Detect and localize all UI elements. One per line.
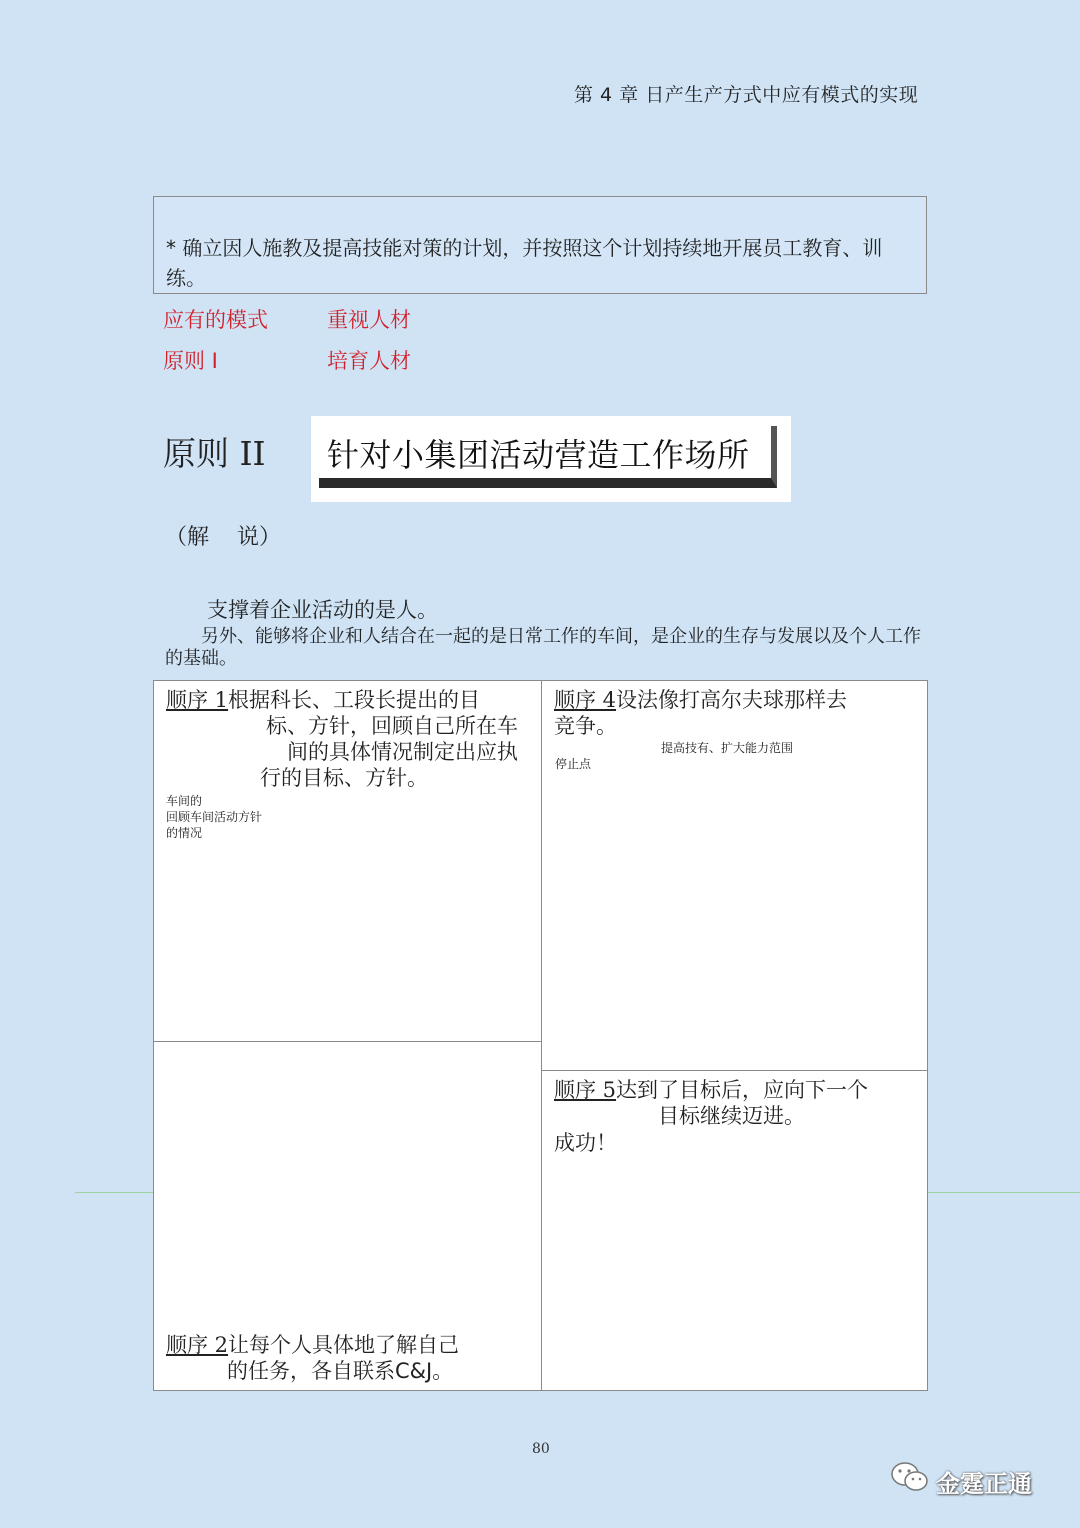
note-text: * 确立因人施教及提高技能对策的计划，并按照这个计划持续地开展员工教育、训练。 [166, 236, 883, 290]
step5-number: 顺序 5 [554, 1078, 617, 1102]
page-number: 80 [532, 1441, 550, 1457]
step4-line1 [554, 687, 847, 713]
step4-figure-label2: 停止点 [555, 757, 592, 771]
paragraph-2: 另外、能够将企业和人结合在一起的是日常工作的车间，是企业的生存与发展以及个人工作的基础。 [165, 626, 921, 669]
step5-line1 [554, 1077, 868, 1103]
step1-text1: 根据科长、工段长提出的目 [228, 688, 481, 712]
step1-line4: 行的目标、方针。 [260, 766, 428, 790]
principle1-value: 培育人材 [327, 349, 411, 373]
model-label: 应有的模式 [163, 308, 268, 332]
step1-figure-label2: 回顾车间活动方针 [166, 810, 263, 824]
step4-number: 顺序 4 [554, 688, 617, 712]
step5-line3: 成功！ [554, 1131, 617, 1155]
step5-line2: 目标继续迈进。 [658, 1104, 805, 1128]
step1-figure-label1: 车间的 [166, 794, 203, 808]
step2-number: 顺序 2 [166, 1333, 229, 1357]
steps-grid [153, 680, 928, 1391]
step1-line2: 标、方针，回顾自己所在车 [266, 714, 518, 738]
chapter-header: 第 4 章 日产生产方式中应有模式的实现 [574, 84, 919, 106]
step1-number: 顺序 1 [166, 688, 229, 712]
wechat-icon [890, 1460, 930, 1498]
grid-divider-vertical [541, 681, 542, 1390]
principle1-label: 原则 I [163, 349, 218, 373]
model-value: 重视人材 [327, 308, 411, 332]
step1-line3: 间的具体情况制定出应执 [287, 740, 518, 764]
step1-figure-label3: 的情况 [166, 826, 203, 840]
step1-line1 [166, 687, 480, 713]
step4-figure-label1: 提高技有、扩大能力范围 [661, 741, 794, 755]
step4-line2: 竞争。 [554, 714, 617, 738]
explain-heading: （解 说） [165, 525, 281, 550]
banner-title: 针对小集团活动营造工作场所 [327, 436, 750, 474]
step2-line1 [166, 1332, 459, 1358]
principle2-banner [311, 416, 791, 502]
paragraph-1: 支撑着企业活动的是人。 [207, 598, 438, 622]
principle2-label: 原则 II [163, 434, 266, 473]
step2-text1: 让每个人具体地了解自己 [228, 1333, 460, 1357]
watermark-text: 金霆正通 [936, 1470, 1032, 1498]
step2-line2: 的任务，各自联系C&J。 [227, 1359, 454, 1383]
grid-divider-right [542, 1070, 928, 1071]
step4-text1: 设法像打高尔夫球那样去 [616, 688, 848, 712]
note-box [153, 196, 927, 294]
step5-text1: 达到了目标后，应向下一个 [616, 1078, 869, 1102]
grid-divider-left [154, 1041, 542, 1042]
